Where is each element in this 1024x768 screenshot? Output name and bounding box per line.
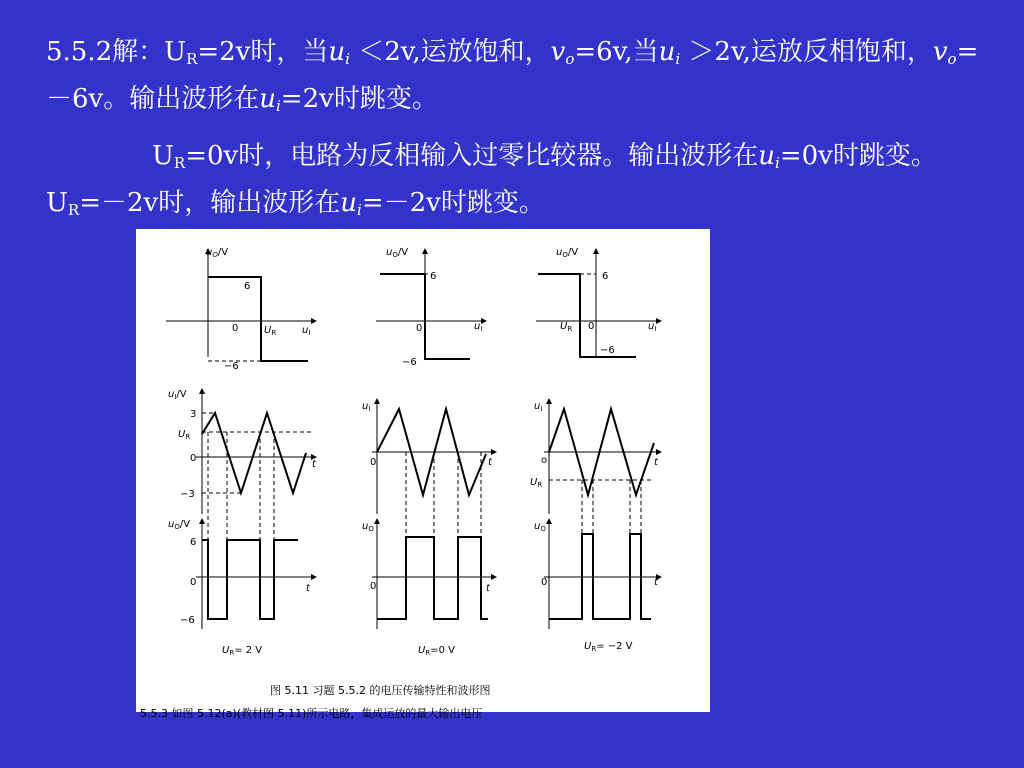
- output-wave-2: [362, 519, 496, 629]
- svg-text:0: 0: [541, 577, 548, 588]
- svg-text:uO/V: $u_O/V$: [206, 247, 229, 259]
- svg-text:3: 3: [190, 409, 197, 420]
- svg-text:uO/V: $u_O/V$: [168, 519, 191, 531]
- output-wave-3: [534, 519, 661, 629]
- figure-caption: 图 5.11 习题 5.5.2 的电压传输特性和波形图: [270, 684, 491, 697]
- svg-text:uI: $u_I$: [362, 401, 371, 413]
- svg-text:uI: $u_I$: [648, 321, 657, 333]
- svg-text:0: 0: [416, 323, 423, 334]
- svg-text:−6: −6: [600, 345, 615, 356]
- solution-paragraph-2: $U_R=0v$时，电路为反相输入过零比较器。输出波形在$u_i=0v$时跳变。 $U_R=-2v$时，输出波形在$u_i=-2v$时跳变。: [46, 141, 937, 219]
- svg-text:uO/V: $u_O/V$: [556, 247, 579, 259]
- textbook-figure: [136, 229, 710, 720]
- svg-text:t: t: [306, 583, 310, 594]
- svg-text:t: t: [654, 457, 658, 468]
- svg-text:6: 6: [190, 537, 197, 548]
- figure-svg: [136, 229, 710, 720]
- svg-text:−6: −6: [402, 357, 417, 368]
- input-wave-2: [362, 399, 496, 514]
- svg-text:uI: $u_I$: [534, 401, 543, 413]
- svg-text:UR: $U_R$: [530, 477, 543, 489]
- svg-text:6: 6: [602, 271, 609, 282]
- svg-text:uI/V: $u_I/V$: [168, 389, 187, 401]
- svg-text:uO/V: $u_O/V$: [386, 247, 409, 259]
- svg-text:uO: $u_O$: [534, 521, 546, 533]
- svg-text:o: o: [541, 455, 548, 466]
- svg-text:0: 0: [370, 457, 377, 468]
- svg-text:t: t: [488, 457, 492, 468]
- solution-paragraph-1: 5.5.2解：$U_R=2v$时，当$u_i <2v$,运放饱和，$v_o=6v$,当$u_i >2v$,运放反相饱和，$v_o=-6v$。输出波形在$u_i=2v$时跳变。: [46, 37, 979, 115]
- svg-text:0: 0: [190, 577, 197, 588]
- svg-text:6: 6: [244, 281, 251, 292]
- svg-text:t: t: [486, 583, 490, 594]
- transfer-curve-3: [536, 247, 661, 357]
- condition-label-3: $U_R= -2$ V: [584, 641, 633, 653]
- svg-text:t: t: [654, 577, 658, 588]
- transfer-curve-1: [166, 247, 316, 372]
- condition-label-1: $U_R= 2$ V: [222, 645, 263, 657]
- svg-text:0: 0: [190, 453, 197, 464]
- condition-label-2: $U_R=0$ V: [418, 645, 455, 657]
- svg-text:uI: $u_I$: [474, 321, 483, 333]
- transition-guides: [208, 432, 641, 619]
- svg-text:UR: $U_R$: [178, 429, 191, 441]
- svg-text:t: t: [312, 459, 316, 470]
- svg-text:uI: $u_I$: [302, 325, 311, 337]
- transfer-curve-2: [376, 247, 486, 368]
- svg-text:UR: $U_R$: [560, 321, 573, 333]
- svg-text:−6: −6: [180, 615, 195, 626]
- svg-text:−6: −6: [224, 361, 239, 372]
- svg-text:0: 0: [588, 321, 595, 332]
- svg-text:uO: $u_O$: [362, 521, 374, 533]
- svg-text:0: 0: [232, 323, 239, 334]
- figure-cut-text: 5.5.3 如图 5.12(a)(教材图 5.11)所示电路，集成运放的最大输出电压: [140, 707, 483, 720]
- output-wave-1: [168, 519, 316, 629]
- svg-text:6: 6: [430, 271, 437, 282]
- input-wave-1: [168, 389, 317, 514]
- svg-text:0: 0: [370, 581, 377, 592]
- svg-text:−3: −3: [180, 489, 195, 500]
- svg-text:UR: $U_R$: [264, 325, 277, 337]
